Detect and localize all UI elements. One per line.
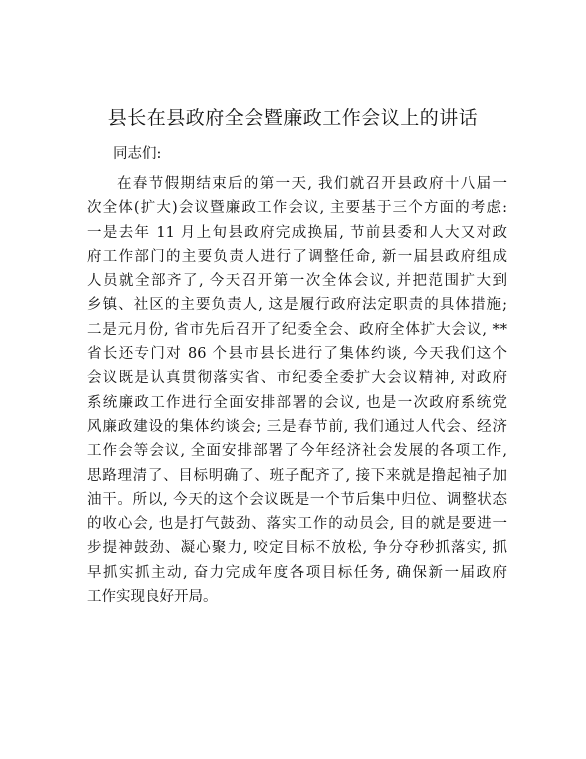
paragraph-line: 工作实现良好开局。 (87, 589, 218, 606)
salutation: 同志们: (113, 146, 162, 162)
paragraph-line: 工作会等会议, 全面安排部署了今年经济社会发展的各项工作, (87, 443, 507, 460)
paragraph-line: 步提神鼓劲、凝心聚力, 咬定目标不放松, 争分夺秒抓落实, 抓 (87, 540, 507, 557)
paragraph-line: 一是去年 11 月上旬县政府完成换届, 节前县委和人大又对政 (87, 224, 507, 241)
paragraph-line: 省长还专门对 86 个县市县长进行了集体约谈, 今天我们这个 (87, 346, 507, 363)
paragraph-line: 乡镇、社区的主要负责人, 这是履行政府法定职责的具体措施; (87, 297, 507, 314)
paragraph-line: 二是元月份, 省市先后召开了纪委全会、政府全体扩大会议, ** (87, 321, 507, 338)
paragraph-line: 油干。所以, 今天的这个会议既是一个节后集中归位、调整状态 (87, 491, 507, 508)
paragraph-line: 的收心会, 也是打气鼓劲、落实工作的动员会, 目的就是要进一 (87, 516, 507, 533)
paragraph-line: 系统廉政工作进行全面安排部署的会议, 也是一次政府系统党 (87, 394, 507, 411)
body-paragraph (87, 172, 507, 609)
document-title: 县长在县政府全会暨廉政工作会议上的讲话 (107, 107, 479, 129)
paragraph-line: 府工作部门的主要负责人进行了调整任命, 新一届县政府组成 (87, 248, 507, 265)
paragraph-line: 风廉政建设的集体约谈会; 三是春节前, 我们通过人代会、经济 (87, 418, 507, 435)
paragraph-line: 早抓实抓主动, 奋力完成年度各项目标任务, 确保新一届政府 (87, 564, 507, 581)
paragraph-line: 在春节假期结束后的第一天, 我们就召开县政府十八届一 (117, 176, 507, 192)
paragraph-line: 人员就全部齐了, 今天召开第一次全体会议, 并把范围扩大到 (87, 273, 507, 290)
paragraph-line: 会议既是认真贯彻落实省、市纪委全委扩大会议精神, 对政府 (87, 370, 507, 387)
paragraph-line: 次全体(扩大)会议暨廉政工作会议, 主要基于三个方面的考虑: (87, 200, 507, 217)
paragraph-line: 思路理清了、目标明确了、班子配齐了, 接下来就是撸起袖子加 (87, 467, 507, 484)
